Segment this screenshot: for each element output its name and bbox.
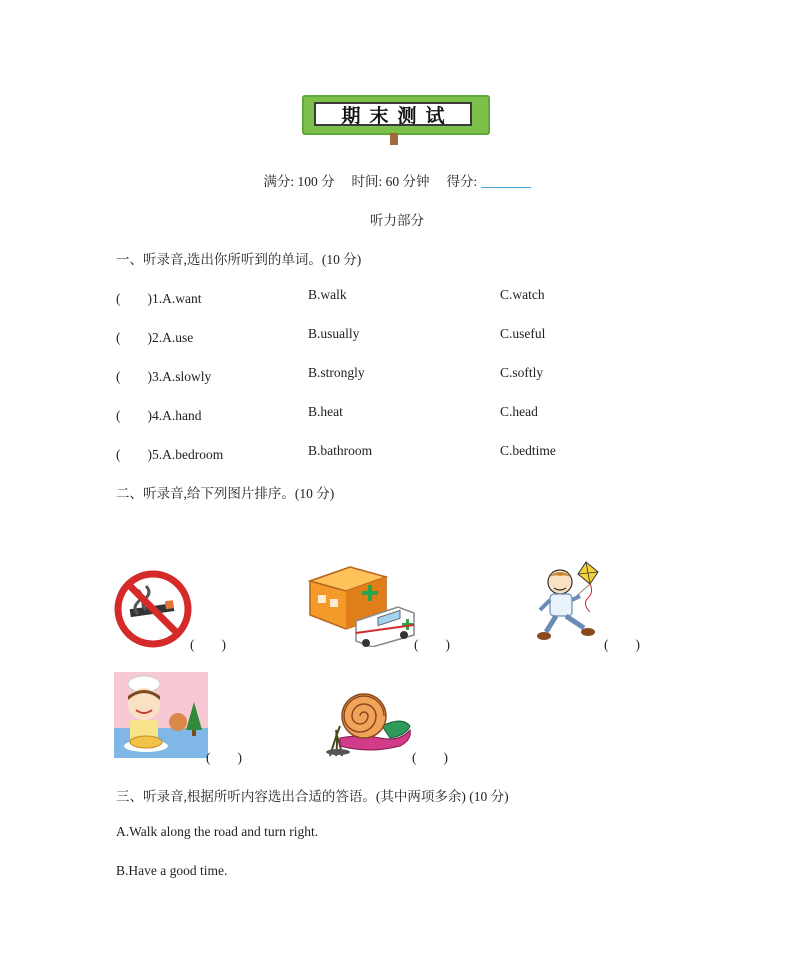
q1-item-b: B.walk (308, 287, 347, 302)
q1-item-a: ( )4.A.hand (116, 408, 202, 423)
answer-blank[interactable]: ( ) (412, 750, 448, 765)
answer-blank[interactable]: ( ) (414, 637, 450, 652)
score-label: 得分: (446, 174, 478, 189)
kite-boy-icon (536, 560, 606, 646)
q1-item-c: C.useful (500, 326, 546, 341)
score-blank[interactable] (481, 187, 531, 188)
q1-item (116, 326, 676, 344)
snail-icon (322, 686, 414, 758)
sign-post (390, 133, 398, 145)
q1-item (116, 365, 676, 383)
section-label: 听力部分 (370, 213, 424, 228)
q1-item-a: ( )2.A.use (116, 330, 194, 345)
q1-item-c: C.watch (500, 287, 545, 302)
q1-heading: 一、听录音,选出你所听到的单词。(10 分) (116, 252, 362, 267)
q1-item-c: C.softly (500, 365, 544, 380)
q1-item-a: ( )3.A.slowly (116, 369, 212, 384)
q1-item-c: C.bedtime (500, 443, 556, 458)
q1-item (116, 443, 676, 461)
page-title: 期末测试 (314, 102, 472, 126)
exam-info (0, 170, 794, 190)
q1-item-a: ( )1.A.want (116, 291, 202, 306)
title-sign (302, 95, 490, 139)
q3-option: B.Have a good time. (116, 863, 228, 878)
q2-heading: 二、听录音,给下列图片排序。(10 分) (116, 486, 335, 501)
q1-item-b: B.heat (308, 404, 343, 419)
hospital-icon (306, 563, 416, 647)
q3-heading: 三、听录音,根据所听内容选出合适的答语。(其中两项多余) (10 分) (116, 789, 509, 804)
q1-item-c: C.head (500, 404, 538, 419)
no-smoking-icon (114, 570, 192, 648)
q1-item-a: ( )5.A.bedroom (116, 447, 224, 462)
answer-blank[interactable]: ( ) (604, 637, 640, 652)
answer-blank[interactable]: ( ) (190, 637, 226, 652)
q1-item (116, 404, 676, 422)
q1-item-b: B.usually (308, 326, 360, 341)
exam-time: 时间: 60 分钟 (351, 174, 430, 189)
girl-cake-icon (114, 672, 208, 758)
answer-blank[interactable]: ( ) (206, 750, 242, 765)
q1-item-b: B.bathroom (308, 443, 373, 458)
full-score: 满分: 100 分 (263, 174, 335, 189)
q1-item (116, 287, 676, 305)
q3-option: A.Walk along the road and turn right. (116, 824, 319, 839)
q1-item-b: B.strongly (308, 365, 365, 380)
